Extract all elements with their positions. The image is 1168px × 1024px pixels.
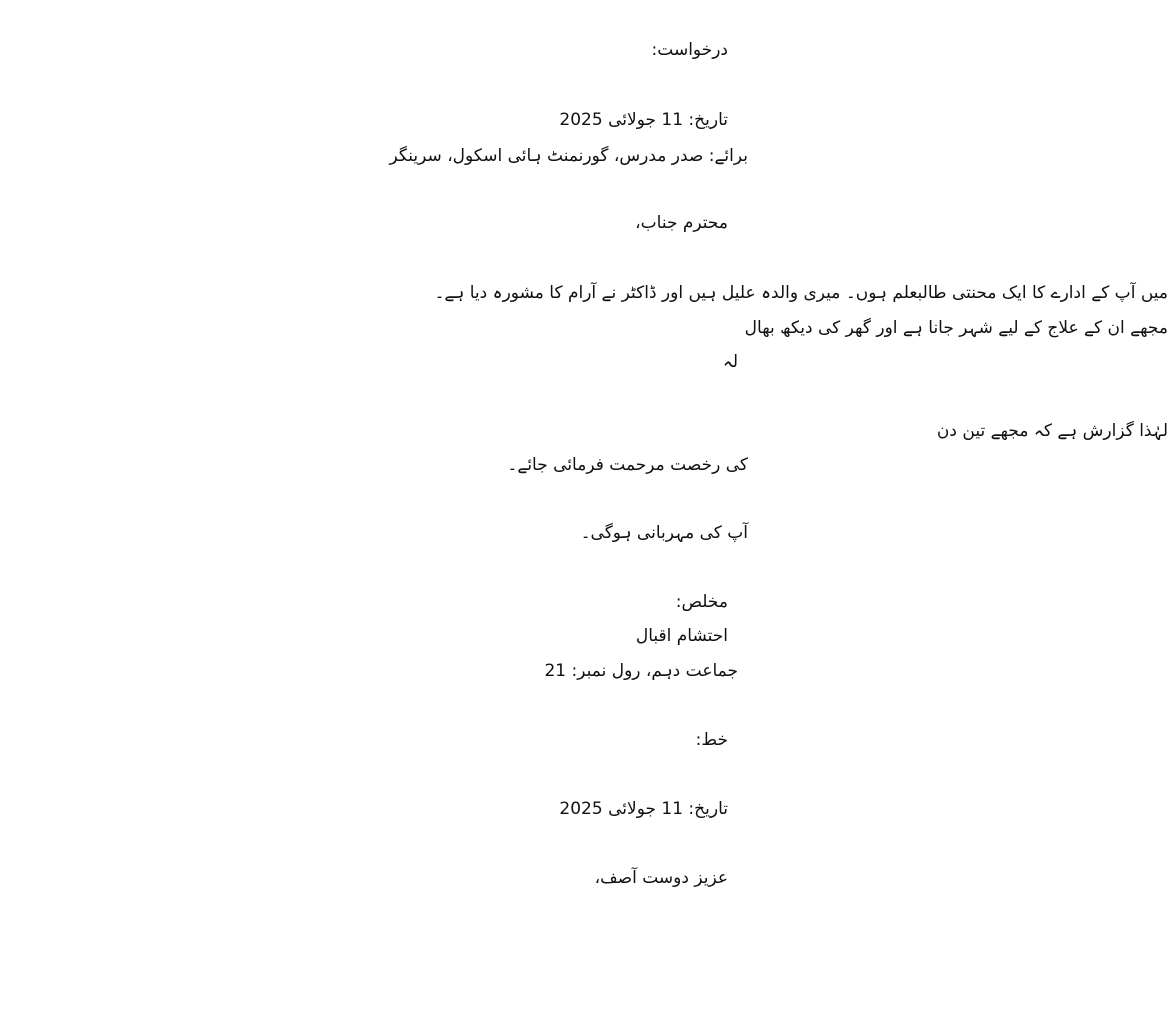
student-name: احتشام اقبال bbox=[635, 626, 728, 646]
application-date: تاریخ: 11 جولائی 2025 bbox=[559, 110, 728, 130]
application-closing: آپ کی مہربانی ہوگی۔ bbox=[580, 523, 748, 543]
application-request-line-2: کی رخصت مرحمت فرمائی جائے۔ bbox=[507, 455, 748, 475]
application-salutation: محترم جناب، bbox=[635, 213, 728, 233]
letter-date: تاریخ: 11 جولائی 2025 bbox=[559, 799, 728, 819]
student-class-roll: جماعت دہم، رول نمبر: 21 bbox=[544, 661, 738, 681]
application-signoff-label: مخلص: bbox=[675, 592, 728, 612]
application-addressee: برائے: صدر مدرس، گورنمنٹ ہائی اسکول، سرینگر bbox=[389, 146, 748, 166]
application-heading: درخواست: bbox=[651, 40, 728, 60]
application-body-line-1: میں آپ کے ادارے کا ایک محنتی طالبعلم ہوں۔ میری والدہ علیل ہیں اور ڈاکٹر نے آرام کا مشورہ دیا ہے۔ bbox=[434, 283, 1168, 303]
application-request-line-1: لہٰذا گزارش ہے کہ مجھے تین دن bbox=[936, 421, 1168, 441]
application-body-line-3: لہ bbox=[722, 352, 738, 372]
letter-salutation: عزیز دوست آصف، bbox=[594, 868, 728, 888]
application-body-line-2: مجھے ان کے علاج کے لیے شہر جانا ہے اور گھر کی دیکھ بھال bbox=[744, 318, 1168, 338]
letter-heading: خط: bbox=[695, 730, 728, 750]
